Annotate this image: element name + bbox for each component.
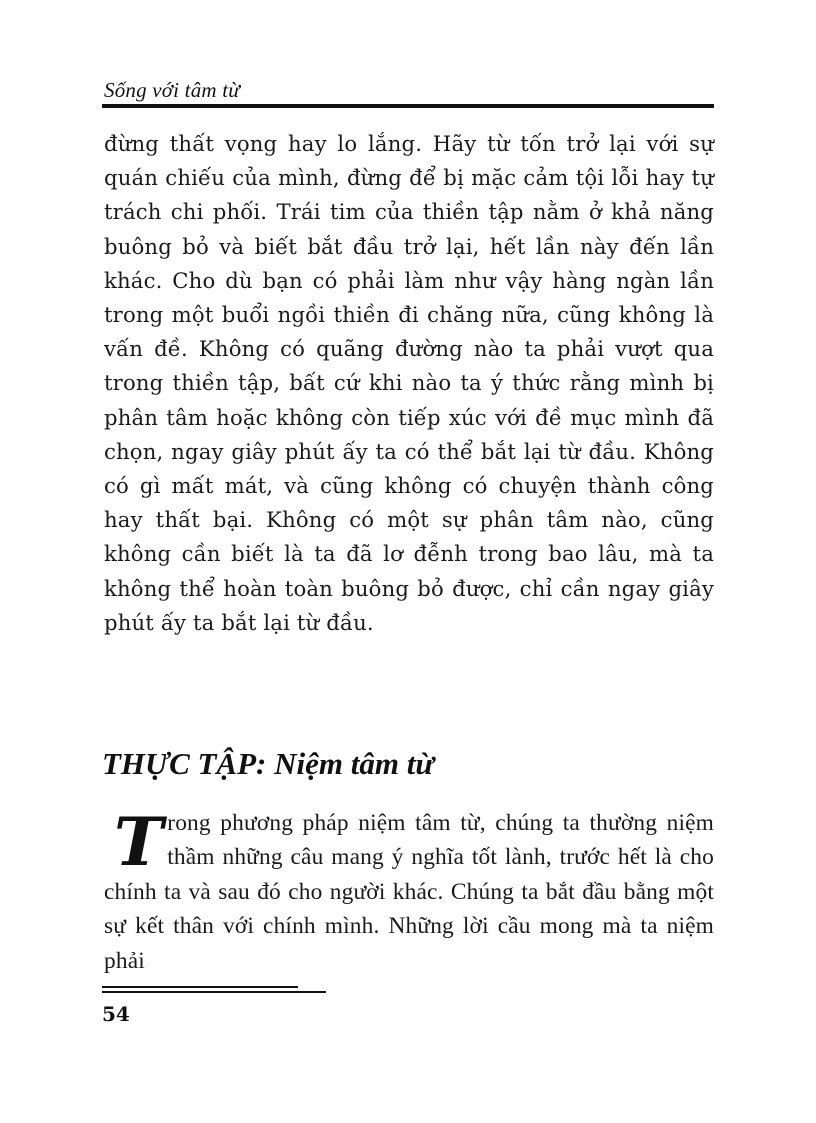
drop-cap-letter: T: [114, 803, 164, 881]
paragraph-2-text: rong phương pháp niệm tâm từ, chúng ta thường niệm thầm những câu mang ý nghĩa tốt lành, trước hết là cho chính ta và sau đó cho người khác. Chúng ta bắt đầu bằng một sự kết thân với chính mình. Những lời cầu mong mà ta niệm phải: [104, 810, 714, 974]
header-rule: [102, 104, 714, 108]
page-number: 54: [102, 1002, 130, 1026]
body-paragraph-1: đừng thất vọng hay lo lắng. Hãy từ tốn trở lại với sự quán chiếu của mình, đừng để bị mặc cảm tội lỗi hay tự trách chi phối. Trái tim của thiền tập nằm ở khả năng buông bỏ và biết bắt đầu trở lại, hết lần này đến lần khác. Cho dù bạn có phải làm như vậy hàng ngàn lần trong một buổi ngồi thiền đi chăng nữa, cũng không là vấn đề. Không có quãng đường nào ta phải vượt qua trong thiền tập, bất cứ khi nào ta ý thức rằng mình bị phân tâm hoặc không còn tiếp xúc với đề mục mình đã chọn, ngay giây phút ấy ta có thể bắt lại từ đầu. Không có gì mất mát, và cũng không có chuyện thành công hay thất bại. Không có một sự phân tâm nào, cũng không cần biết là ta đã lơ đễnh trong bao lâu, mà ta không thể hoàn toàn buông bỏ được, chỉ cần ngay giây phút ấy ta bắt lại từ đầu.: [104, 131, 714, 635]
footer-rule-long: [102, 991, 326, 993]
running-header-title: Sống với tâm từ: [104, 78, 240, 102]
footer-rule-short: [102, 986, 298, 988]
body-paragraph-2: [104, 803, 714, 978]
section-title: THỰC TẬP: Niệm tâm từ: [102, 746, 434, 781]
